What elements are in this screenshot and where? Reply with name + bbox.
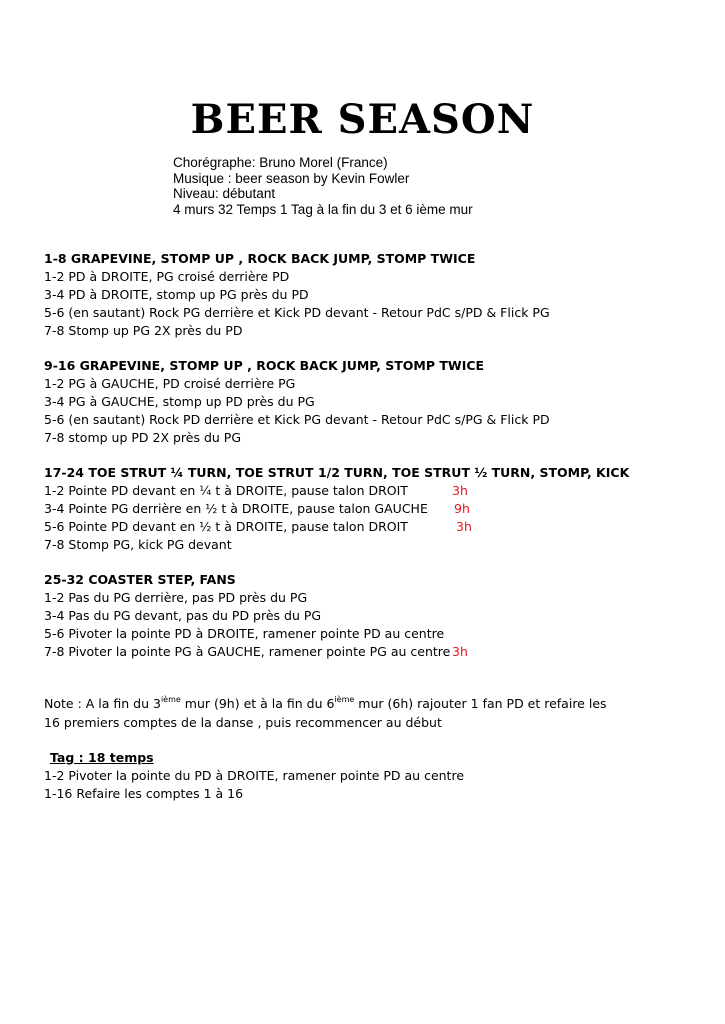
tag-line [44,785,684,803]
tag-line-text: 1-2 Pivoter la pointe du PD à DROITE, ramener pointe PD au centre [44,768,465,783]
note-text-3: mur (6h) rajouter 1 fan PD et refaire les 16 premiers comptes de la danse , puis recommencer au début [44,696,607,730]
wall-marker: 3h [452,644,468,659]
step-line [44,304,684,322]
step-text: 3-4 PD à DROITE, stomp up PG près du PD [44,287,309,302]
note-paragraph [44,694,614,732]
step-text: 7-8 Pivoter la pointe PG à GAUCHE, ramener pointe PG au centre [44,644,451,659]
step-line [44,286,684,304]
step-line [44,268,684,286]
step-line [44,518,684,536]
note-superscript-2: ième [334,695,355,704]
step-text: 7-8 stomp up PD 2X près du PG [44,430,242,445]
section-heading: 17-24 TOE STRUT ¼ TURN, TOE STRUT 1/2 TURN, TOE STRUT ½ TURN, STOMP, KICK [44,465,630,480]
wall-marker: 3h [452,483,468,498]
step-line [44,482,684,500]
choreographer-line: Chorégraphe: Bruno Morel (France) [173,155,388,170]
step-line [44,625,684,643]
section-heading: 9-16 GRAPEVINE, STOMP UP , ROCK BACK JUMP, STOMP TWICE [44,358,485,373]
step-line [44,393,684,411]
section-1-8 [44,250,684,340]
section-heading: 25-32 COASTER STEP, FANS [44,572,236,587]
section-25-32 [44,571,684,661]
step-line [44,411,684,429]
tag-line-text: 1-16 Refaire les comptes 1 à 16 [44,786,244,801]
section-9-16 [44,357,684,447]
wall-marker: 9h [454,501,470,516]
step-text: 5-6 Pointe PD devant en ½ t à DROITE, pause talon DROIT [44,519,408,534]
step-text: 3-4 Pointe PG derrière en ½ t à DROITE, pause talon GAUCHE [44,501,428,516]
note-text-1: Note : A la fin du 3 [44,696,161,711]
step-text: 1-2 Pointe PD devant en ¼ t à DROITE, pause talon DROIT [44,483,408,498]
tag-title-row [44,749,684,767]
step-text: 3-4 Pas du PG devant, pas du PD près du PG [44,608,322,623]
step-line [44,500,684,518]
step-line [44,607,684,625]
step-text: 7-8 Stomp up PG 2X près du PD [44,323,243,338]
section-17-24 [44,464,684,554]
step-text: 5-6 Pivoter la pointe PD à DROITE, ramener pointe PD au centre [44,626,445,641]
step-line [44,375,684,393]
step-line [44,589,684,607]
step-text: 3-4 PG à GAUCHE, stomp up PD près du PG [44,394,315,409]
walls-counts-line: 4 murs 32 Temps 1 Tag à la fin du 3 et 6 ième mur [173,201,473,217]
credits-block [173,155,473,217]
step-line [44,429,684,447]
tag-block [44,749,684,803]
note-text-2: mur (9h) et à la fin du 6 [180,696,335,711]
section-heading: 1-8 GRAPEVINE, STOMP UP , ROCK BACK JUMP, STOMP TWICE [44,251,476,266]
step-text: 5-6 (en sautant) Rock PG derrière et Kick PD devant - Retour PdC s/PD & Flick PG [44,305,550,320]
step-line [44,643,684,661]
wall-marker: 3h [456,519,472,534]
tag-line [44,767,684,785]
step-text: 7-8 Stomp PG, kick PG devant [44,537,232,552]
dance-title: BEER SEASON [190,96,535,143]
step-line [44,536,684,554]
step-text: 1-2 PG à GAUCHE, PD croisé derrière PG [44,376,296,391]
step-text: 5-6 (en sautant) Rock PD derrière et Kick PG devant - Retour PdC s/PG & Flick PD [44,412,550,427]
music-line: Musique : beer season by Kevin Fowler [173,170,410,186]
step-text: 1-2 PD à DROITE, PG croisé derrière PD [44,269,290,284]
note-superscript-1: ième [160,695,181,704]
tag-title: Tag : 18 temps [50,750,154,765]
step-line [44,322,684,340]
level-line: Niveau: débutant [173,186,276,201]
step-text: 1-2 Pas du PG derrière, pas PD près du PG [44,590,308,605]
